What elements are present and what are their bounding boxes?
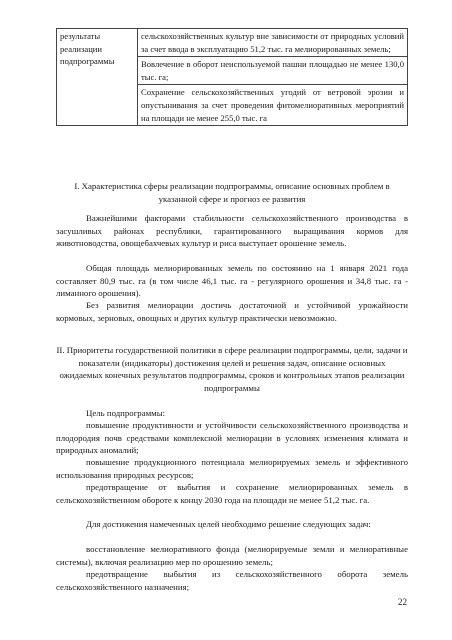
goal-item-1: повышение продуктивности и устойчивости сельскохозяйственного производства и плодородия почв средствами комплексной мелиорации в условиях изменения климата и природных аномалий;: [56, 420, 408, 455]
section1-paragraph-3: Без развития мелиорации достичь достаточной и устойчивой урожайности кормовых, зерновых, овощных и других культур практически невозможно.: [56, 300, 408, 323]
section2-heading: II. Приоритеты государственной политики в сфере реализации подпрограммы, цели, задачи и показатели (индикаторы) достижения целей и решения задач, описание основных ожидаемых конечных результатов подпрограммы, сроков и контрольных этапов реализации подпрограммы: [56, 345, 408, 393]
table-left-cell: результаты реализации подпрограммы: [57, 29, 138, 126]
section1-paragraph-2: Общая площадь мелиорированных земель по состоянию на 1 января 2021 года составляет 80,9 тыс. га (в том числе 46,1 тыс. га - регулярного орошения и 34,8 тыс. га - лиманного орошения).: [56, 263, 408, 298]
task-item-1: восстановление мелиоративного фонда (мелиорируемые земли и мелиоративные системы), включая реализацию мер по орошению земель;: [56, 544, 408, 567]
table-row: [57, 29, 408, 126]
section1-paragraph-1: Важнейшими факторами стабильности сельскохозяйственного производства в засушливых районах республики, гарантированного выращивания кормов для животноводства, овощебахчевых культур и риса выступает орошение земель.: [56, 213, 408, 248]
goal-item-2: повышение продукционного потенциала мелиорируемых земель и эффективного использования природных ресурсов;: [56, 457, 408, 480]
table-right-text-1: сельскохозяйственных культур вне зависимости от природных условий за счет ввода в эксплуатацию 51,2 тыс. га мелиорированных земель;: [141, 31, 404, 54]
table-right-text-3: Сохранение сельскохозяйственных угодий от ветровой эрозии и опустынивания за счет проведения фитомелиоративных мероприятий на площади не менее 255,0 тыс. га: [138, 84, 407, 124]
goal-item-3: предотвращение от выбытия и сохранение мелиорированных земель в сельскохозяйственном обороте к концу 2030 года на площади не менее 51,2 тыс. га.: [56, 482, 408, 505]
task-item-2: предотвращение выбытия из сельскохозяйственного оборота земель сельскохозяйственного назначения;: [56, 569, 408, 592]
section1-heading: I. Характеристика сферы реализации подпрограммы, описание основных проблем в указанной сфере и прогноз ее развития: [74, 181, 390, 204]
tasks-intro: Для достижения намеченных целей необходимо решение следующих задач:: [86, 519, 371, 529]
results-table: [56, 28, 408, 126]
table-right-text-2: Вовлечение в оборот неиспользуемой пашни площадью не менее 130,0 тыс. га;: [138, 56, 407, 83]
table-right-cell: [138, 29, 408, 126]
page-number: 22: [398, 597, 407, 607]
goal-label: Цель подпрограммы:: [86, 408, 166, 418]
